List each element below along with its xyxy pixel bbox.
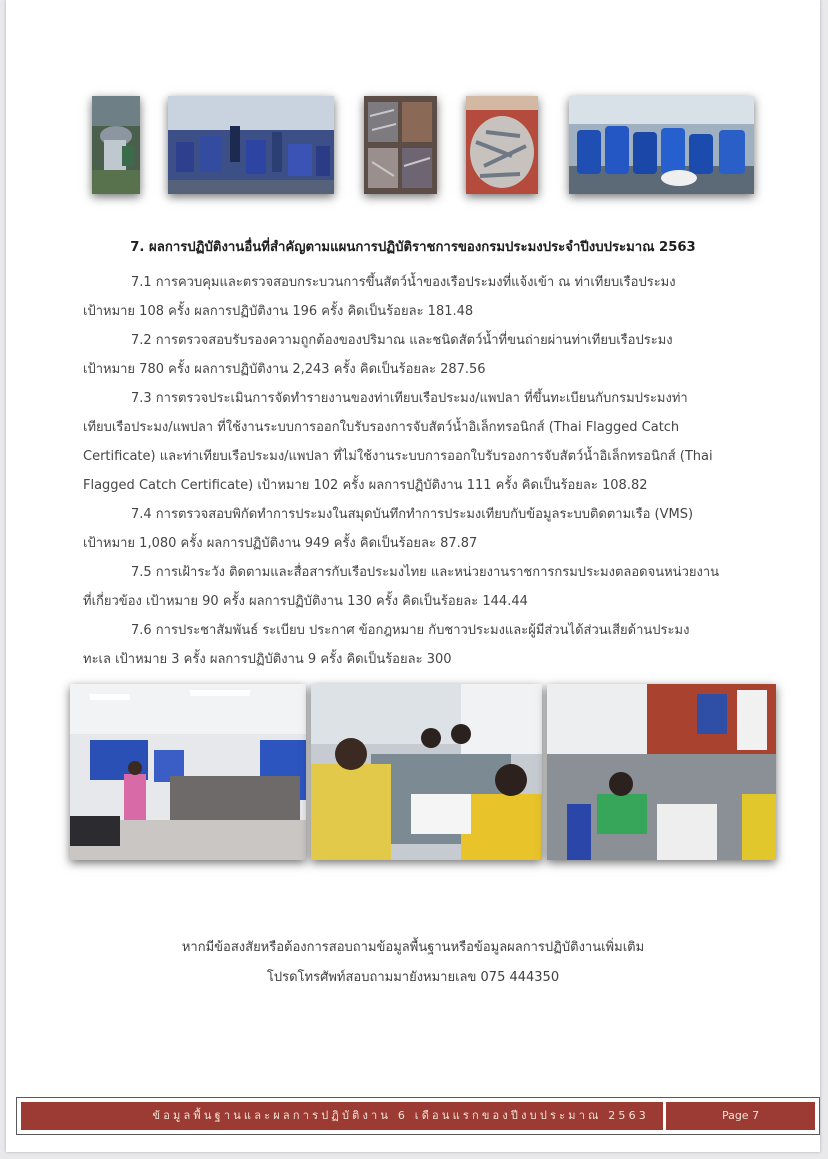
item-7-4-continuation: เป้าหมาย 1,080 ครั้ง ผลการปฏิบัติงาน 949 ครั้ง คิดเป็นร้อยละ 87.87 (83, 536, 478, 551)
photo-group-discussion (311, 684, 542, 860)
section-body (83, 268, 753, 674)
photo-classroom-meeting (547, 684, 776, 860)
footer-page-number: Page 7 (666, 1102, 815, 1130)
item-7-3-line-2: เทียบเรือประมง/แพปลา ที่ใช้งานระบบการออกใบรับรองการจับสัตว์น้ำอิเล็กทรอนิกส์ (Thai Flagged Catch (83, 420, 680, 435)
photo-blue-barrels (569, 96, 754, 194)
photo-meeting-hall (70, 684, 306, 860)
item-7-3-line-4: Flagged Catch Certificate) เป้าหมาย 102 ครั้ง ผลการปฏิบัติงาน 111 ครั้ง คิดเป็นร้อยละ 108.82 (83, 478, 648, 493)
page-footer (16, 1097, 820, 1135)
footer-title: ข้อมูลพื้นฐานและผลการปฏิบัติงาน 6 เดือนแรกของปีงบประมาณ 2563 (21, 1102, 663, 1130)
contact-line-2: โปรดโทรศัพท์สอบถามมายังหมายเลข 075 444350 (266, 970, 560, 985)
item-7-1-continuation: เป้าหมาย 108 ครั้ง ผลการปฏิบัติงาน 196 ครั้ง คิดเป็นร้อยละ 181.48 (83, 304, 474, 319)
item-7-4-first-line: 7.4 การตรวจสอบพิกัดทำการประมงในสมุดบันทึกทำการประมงเทียบกับข้อมูลระบบติดตามเรือ (VMS) (131, 507, 694, 522)
contact-line-1: หากมีข้อสงสัยหรือต้องการสอบถามข้อมูลพื้นฐานหรือข้อมูลผลการปฏิบัติงานเพิ่มเติม (181, 940, 645, 955)
photo-fish-in-red-tub (466, 96, 538, 194)
photo-sorted-fish (364, 96, 437, 194)
item-7-5-continuation: ที่เกี่ยวข้อง เป้าหมาย 90 ครั้ง ผลการปฏิบัติงาน 130 ครั้ง คิดเป็นร้อยละ 144.44 (83, 594, 528, 609)
item-7-2-first-line: 7.2 การตรวจสอบรับรองความถูกต้องของปริมาณ และชนิดสัตว์น้ำที่ขนถ่ายผ่านท่าเทียบเรือประมง (131, 333, 673, 348)
document-page (6, 0, 820, 1152)
item-7-3-first-line: 7.3 การตรวจประเมินการจัดทำรายงานของท่าเทียบเรือประมง/แพปลา ที่ขึ้นทะเบียนกับกรมประมงท่า (131, 391, 688, 406)
item-7-1-first-line: 7.1 การควบคุมและตรวจสอบกระบวนการขึ้นสัตว์น้ำของเรือประมงที่แจ้งเข้า ณ ท่าเทียบเรือประมง (131, 275, 676, 290)
item-7-6-continuation: ทะเล เป้าหมาย 3 ครั้ง ผลการปฏิบัติงาน 9 ครั้ง คิดเป็นร้อยละ 300 (83, 652, 452, 667)
item-7-2-continuation: เป้าหมาย 780 ครั้ง ผลการปฏิบัติงาน 2,243 ครั้ง คิดเป็นร้อยละ 287.56 (83, 362, 486, 377)
item-7-3-line-3: Certificate) และท่าเทียบเรือประมง/แพปลา ที่ไม่ใช้งานระบบการออกใบรับรองการจับสัตว์น้ำอิเล็กทรอนิกส์ (Thai (83, 449, 713, 464)
item-7-5-first-line: 7.5 การเฝ้าระวัง ติดตามและสื่อสารกับเรือประมงไทย และหน่วยงานราชการกรมประมงตลอดจนหน่วยงาน (131, 565, 720, 580)
photo-fish-basket-worker (92, 96, 140, 194)
photo-fish-tanks-workers (168, 96, 334, 194)
section-heading: 7. ผลการปฏิบัติงานอื่นที่สำคัญตามแผนการปฏิบัติราชการของกรมประมงประจำปีงบประมาณ 2563 (130, 240, 696, 255)
item-7-6-first-line: 7.6 การประชาสัมพันธ์ ระเบียบ ประกาศ ข้อกฎหมาย กับชาวประมงและผู้มีส่วนได้ส่วนเสียด้านประมง (131, 623, 690, 638)
